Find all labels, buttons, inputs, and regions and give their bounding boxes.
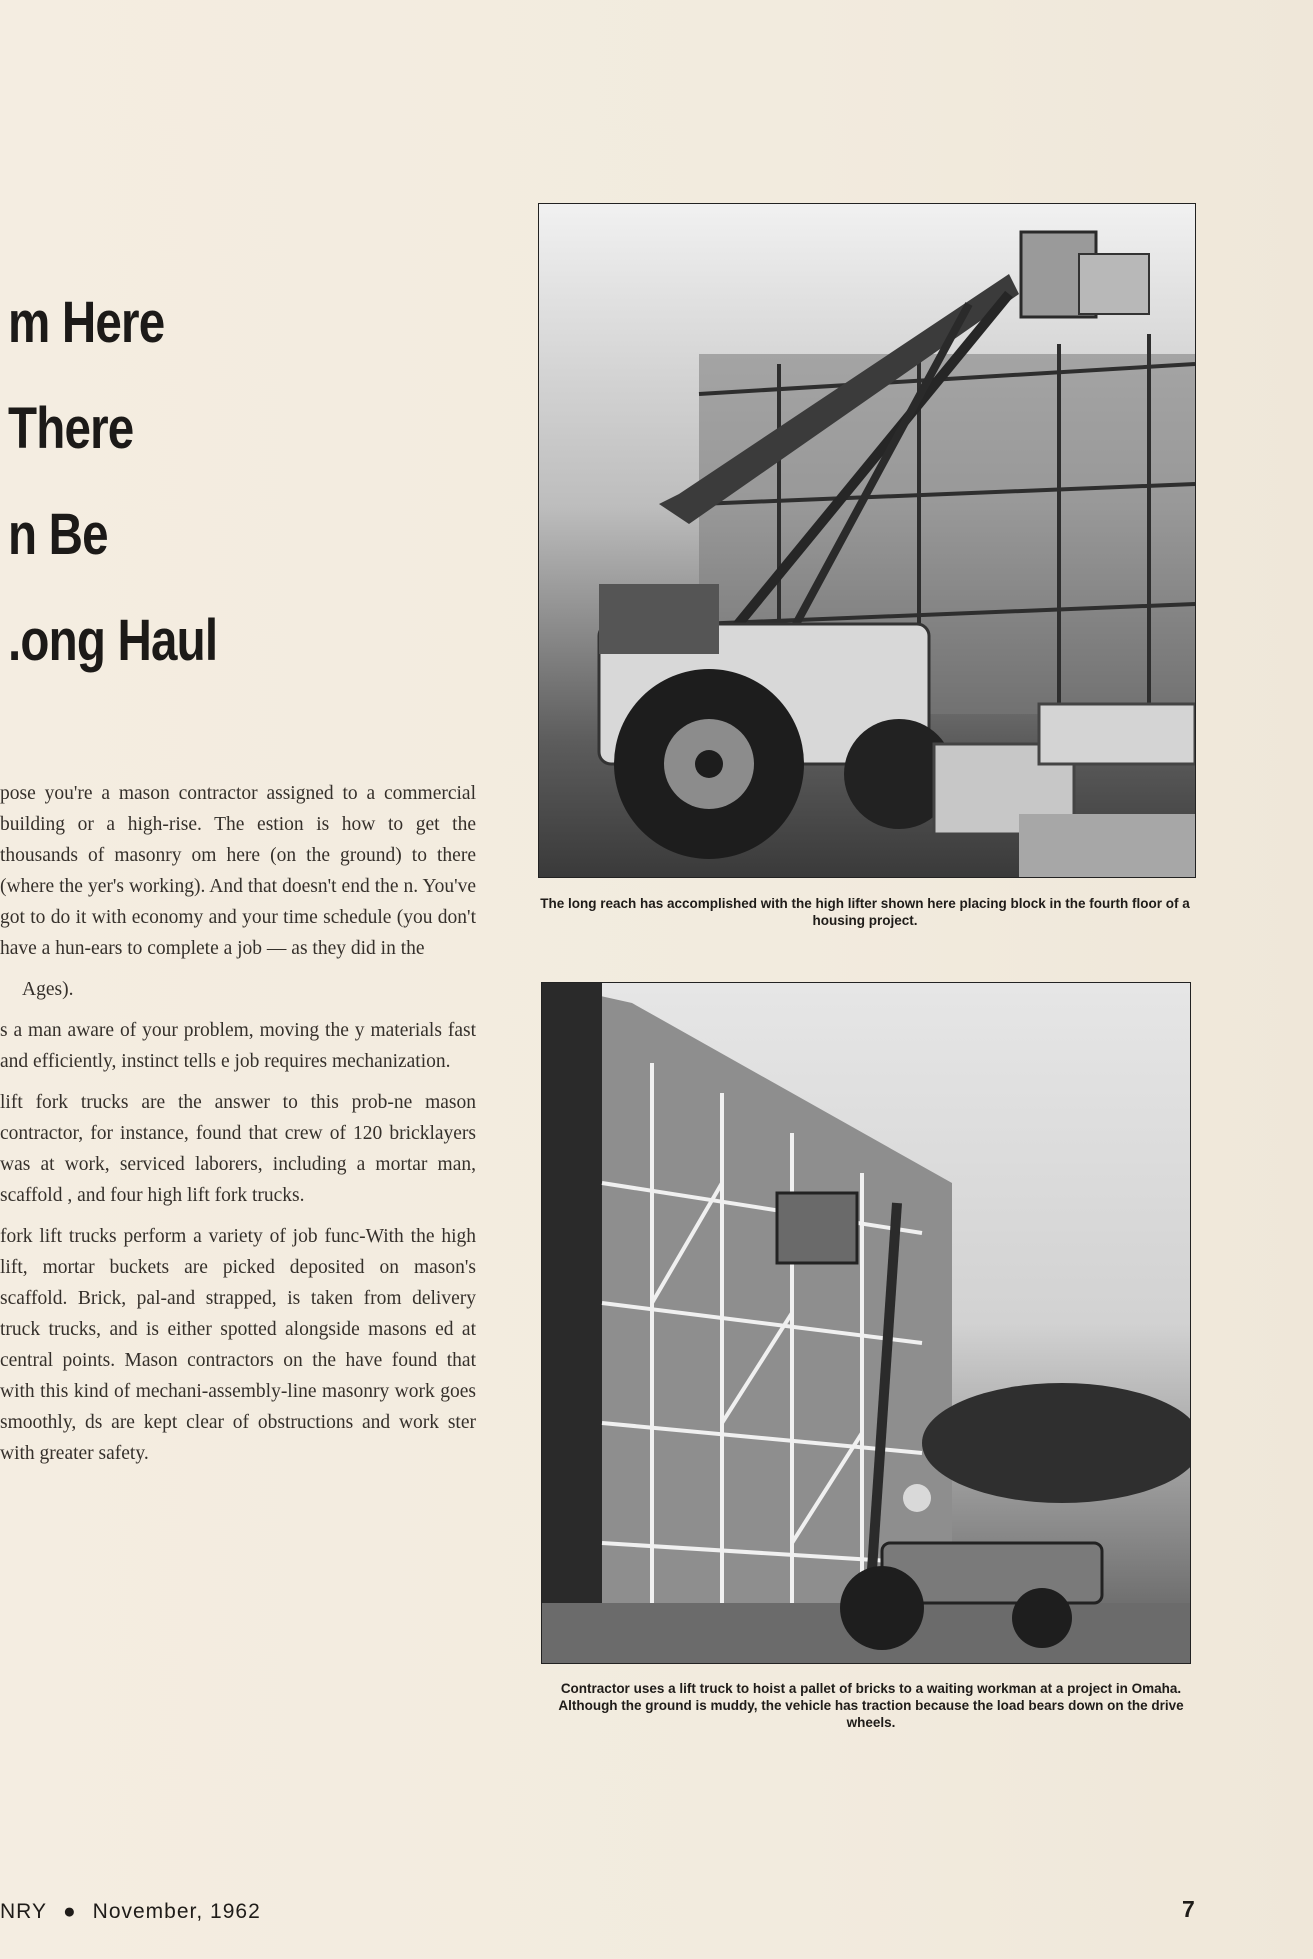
photo-high-lifter	[538, 203, 1196, 878]
photo-2-caption: Contractor uses a lift truck to hoist a pallet of bricks to a waiting workman at a project in Omaha. Although the ground is muddy, the vehicle has traction because the load bears down on the drive wheels.	[558, 1681, 1184, 1730]
bullet-icon: ●	[62, 1900, 77, 1923]
article-headline	[8, 270, 263, 694]
photo-lift-truck-illustration	[542, 983, 1190, 1663]
footer-magazine: NRY	[0, 1900, 47, 1923]
body-paragraph-4: fork lift trucks perform a variety of job func-With the high lift, mortar buckets are picked deposited on mason's scaffold. Brick, pal-and strapped, is taken from delivery truck trucks, and is either spotted alongside masons ed at central points. Mason contractors on the have found that with this kind of mechani-assembly-line masonry work goes smoothly, ds are kept clear of obstructions and work ster with greater safety.	[0, 1226, 476, 1464]
photo-lift-truck-omaha	[541, 982, 1191, 1664]
headline-line-4: .ong Haul	[8, 608, 218, 673]
page-footer	[0, 1900, 261, 1924]
body-paragraph-1: pose you're a mason contractor assigned to a commercial building or a high-rise. The estion is how to get the thousands of masonry om here (on the ground) to there (where the yer's working). And that doesn't end the n. You've got to do it with economy and your time schedule (you don't have a hun-ears to complete a job — as they did in the	[0, 783, 476, 959]
body-paragraph-1-end: Ages).	[22, 979, 74, 1000]
body-paragraph-2: s a man aware of your problem, moving the y materials fast and efficiently, instinct tells e job requires mechanization.	[0, 1020, 476, 1072]
body-paragraph-3: lift fork trucks are the answer to this prob-ne mason contractor, for instance, found that crew of 120 bricklayers was at work, serviced laborers, including a mortar man, scaffold , and four high lift fork trucks.	[0, 1092, 476, 1206]
page-number: 7	[1182, 1896, 1195, 1922]
headline-line-3: n Be	[8, 502, 108, 567]
article-body	[0, 778, 476, 1479]
photo-high-lifter-illustration	[539, 204, 1195, 877]
footer-date: November, 1962	[92, 1900, 261, 1923]
photo-1-caption: The long reach has accomplished with the high lifter shown here placing block in the fourth floor of a housing project.	[540, 896, 1190, 928]
headline-line-1: m Here	[8, 290, 165, 355]
headline-line-2: There	[8, 396, 134, 461]
